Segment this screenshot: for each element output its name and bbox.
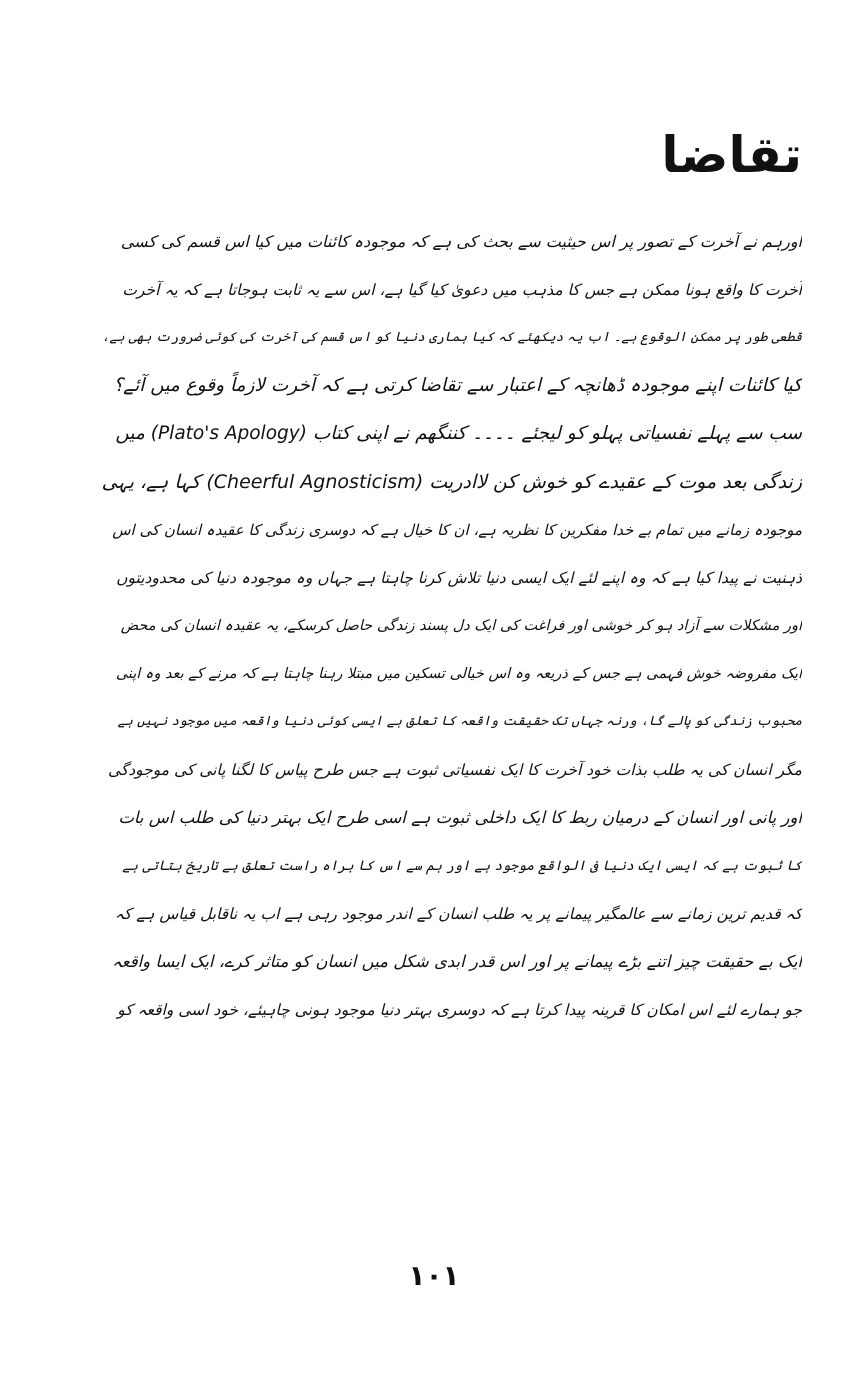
chapter-title: تقاضا bbox=[661, 126, 802, 184]
text-line: مگر انسان کی یہ طلب بذات خود آخرت کا ایک نفسیاتی ثبوت ہے جس طرح پیاس کا لگنا پانی کی موجودگی bbox=[107, 761, 802, 779]
text-line: محبوب زندگی کو پالے گا، ورنہ جہاں تک حقیقت واقعہ کا تعلق ہے ایسی کوئی دنیا واقعہ میں موجود نہیں ہے bbox=[117, 714, 802, 729]
body-text bbox=[102, 218, 802, 1034]
text-line: ایک مفروضہ خوش فہمی ہے جس کے ذریعہ وہ اس خیالی تسکین میں مبتلا رہنا چاہتا ہے کہ مرنے کے بعد وہ اپنی bbox=[115, 666, 802, 682]
text-line: سب سے پہلے نفسیاتی پہلو کو لیجئے ۔۔۔۔ کننگھم نے اپنی کتاب (Plato's Apology) میں bbox=[115, 423, 802, 444]
text-line: زندگی بعد موت کے عقیدے کو خوش کن لاادریت (Cheerful Agnosticism) کہا ہے، یہی bbox=[102, 471, 802, 493]
text-line: اورہم نے آخرت کے تصور پر اس حیثیت سے بحث کی ہے کہ موجودہ کائنات میں کیا اس قسم کی کسی bbox=[120, 232, 802, 251]
text-line: کا ثبوت ہے کہ ایسی ایک دنیا فی الواقع موجود ہے اور ہم سے اس کا براہ راست تعلق ہے تاریخ بتاتی ہے bbox=[122, 858, 802, 874]
text-line: کیا کائنات اپنے موجودہ ڈھانچہ کے اعتبار سے تقاضا کرتی ہے کہ آخرت لازماً وقوع میں آئے؟ bbox=[113, 375, 802, 396]
text-line: ایک بے حقیقت چیز اتنے بڑے پیمانے پر اور اس قدر ابدی شکل میں انسان کو متاثر کرے، ایک ایسا واقعہ bbox=[112, 952, 802, 971]
text-line: اور پانی اور انسان کے درمیان ربط کا ایک داخلی ثبوت ہے اسی طرح ایک بہتر دنیا کی طلب اس بات bbox=[118, 808, 802, 827]
page-number: ۱۰۱ bbox=[408, 1259, 460, 1292]
text-line: جو ہمارے لئے اس امکان کا قرینہ پیدا کرتا ہے کہ دوسری بہتر دنیا موجود ہونی چاہیئے، خود اسی واقعہ کو bbox=[117, 1001, 802, 1019]
text-line: ذہنیت نے پیدا کیا ہے کہ وہ اپنے لئے ایک ایسی دنیا تلاش کرنا چاہتا ہے جہاں وہ موجودہ دنیا کی محدودیتوں bbox=[116, 569, 802, 587]
text-line: آخرت کا واقع ہونا ممکن ہے جس کا مذہب میں دعویٰ کیا گیا ہے، اس سے یہ ثابت ہوجاتا ہے کہ یہ آخرت bbox=[122, 281, 802, 299]
text-line: کہ قدیم ترین زمانے سے عالمگیر پیمانے پر یہ طلب انسان کے اندر موجود رہی ہے اب یہ ناقابل قیاس ہے کہ bbox=[114, 905, 802, 923]
text-line: قطعی طور پر ممکن الوقوع ہے۔ اب یہ دیکھئے کہ کیا ہماری دنیا کو اس قسم کی آخرت کی کوئی ضرورت بھی ہے، bbox=[102, 330, 802, 345]
text-line: اور مشکلات سے آزاد ہو کر خوشی اور فراغت کی ایک دل پسند زندگی حاصل کرسکے، یہ عقیدہ انسان کی محض bbox=[120, 618, 802, 634]
text-line: موجودہ زمانے میں تمام بے خدا مفکرین کا نظریہ ہے، ان کا خیال ہے کہ دوسری زندگی کا عقیدہ انسان کی اس bbox=[112, 521, 802, 539]
